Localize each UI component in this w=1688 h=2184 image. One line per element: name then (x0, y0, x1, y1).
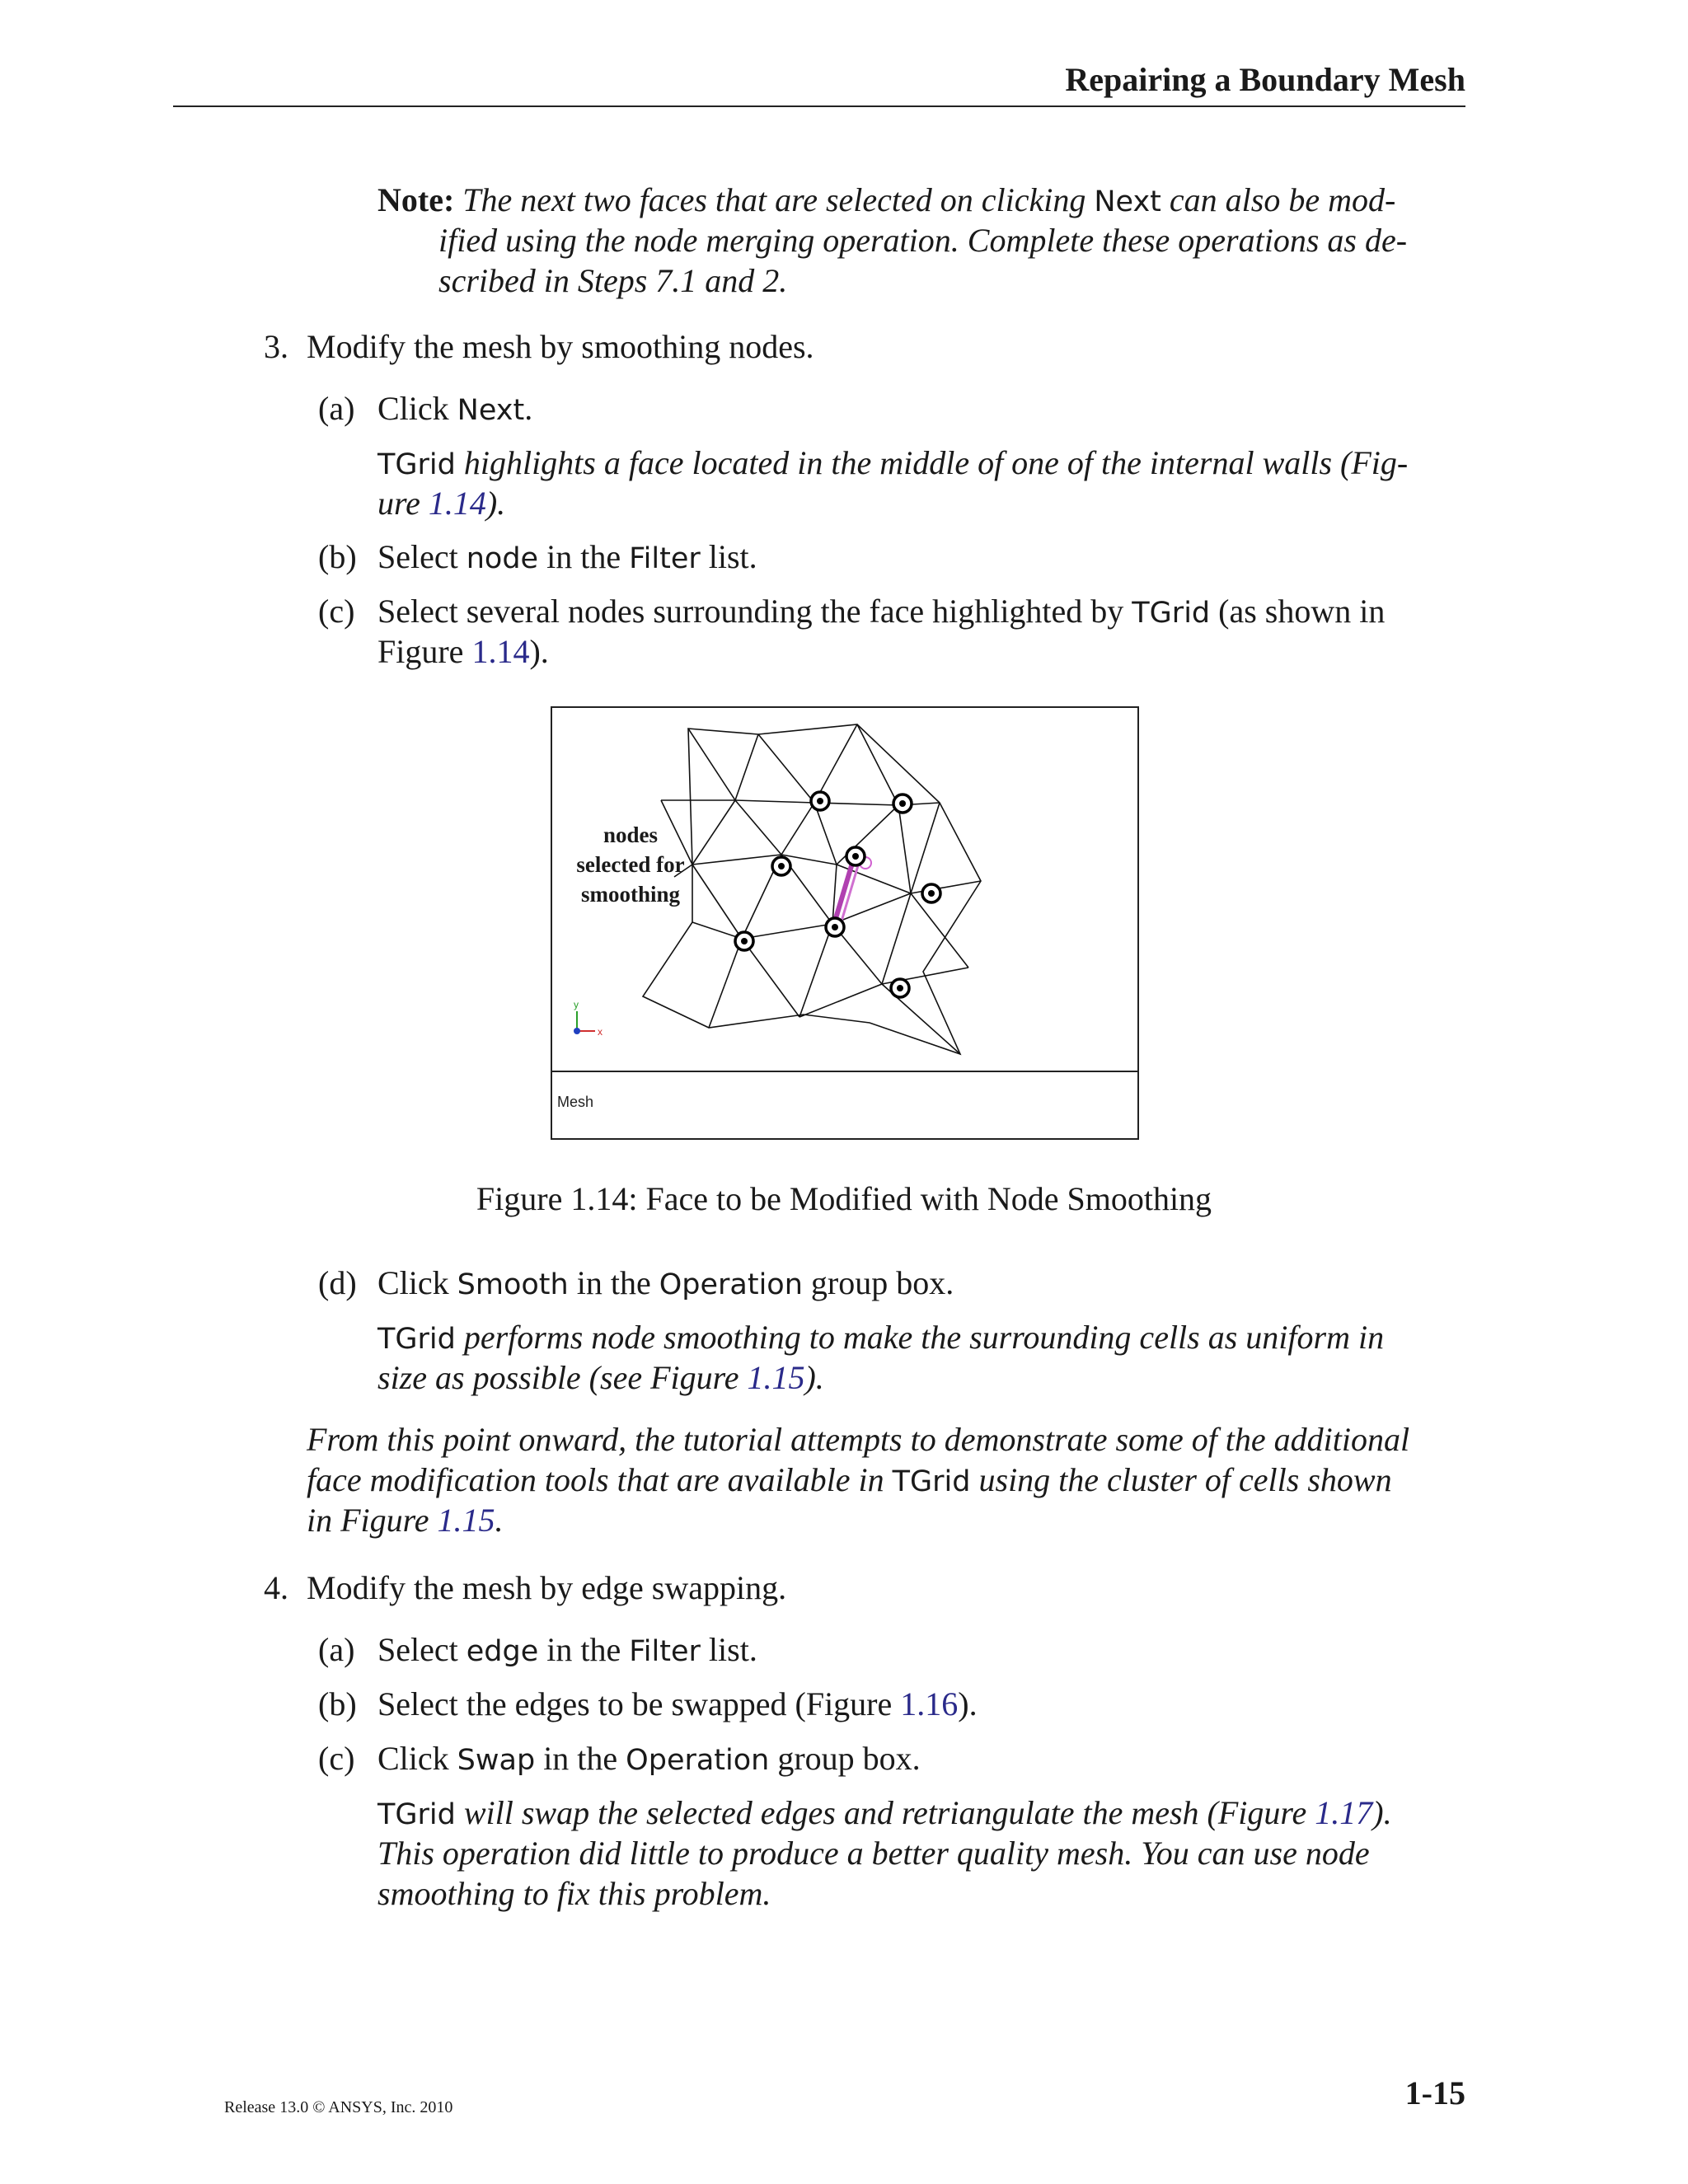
step-3a-desc-1: TGrid highlights a face located in the middle of one of the internal walls (Fig- (377, 444, 1409, 481)
step-4a-text: Select edge in the Filter list. (377, 1631, 757, 1668)
step-3-title: Modify the mesh by smoothing nodes. (307, 328, 814, 365)
step-4b-text: Select the edges to be swapped (Figure 1.16). (377, 1685, 978, 1722)
figure-ref-link[interactable]: 1.17 (1315, 1794, 1373, 1831)
note-line-3: scribed in Steps 7.1 and 2. (438, 262, 788, 299)
step-3a-text: Click Next. (377, 390, 533, 427)
page-number: 1-15 (1404, 2074, 1465, 2111)
running-header: Repairing a Boundary Mesh (1065, 61, 1465, 98)
step-3c-label: (c) (318, 593, 355, 630)
step-4c-desc-2: This operation did little to produce a better quality mesh. You can use node (377, 1835, 1370, 1872)
step-3a-label: (a) (318, 390, 355, 427)
footer-release: Release 13.0 © ANSYS, Inc. 2010 (224, 2098, 453, 2116)
step-3d-text: Click Smooth in the Operation group box. (377, 1264, 954, 1301)
axis-x-label: x (598, 1026, 603, 1038)
figure-ref-link[interactable]: 1.15 (437, 1502, 495, 1539)
step-4c-text: Click Swap in the Operation group box. (377, 1740, 921, 1777)
figure-1-14 (551, 706, 1139, 1140)
axis-triad-icon (574, 999, 603, 1038)
step-4c-label: (c) (318, 1740, 355, 1777)
note-label: Note: (377, 181, 455, 218)
step-3d-desc-1: TGrid performs node smoothing to make the surrounding cells as uniform in (377, 1319, 1385, 1356)
step-4-number: 4. (264, 1569, 288, 1606)
step-3d-desc-2: size as possible (see Figure 1.15). (377, 1359, 824, 1396)
axis-y-label: y (574, 999, 579, 1010)
note-line-1: Note: The next two faces that are selected on clicking Next can also be mod- (377, 181, 1396, 218)
figure-ref-link[interactable]: 1.14 (471, 633, 530, 670)
figure-ref-link[interactable]: 1.15 (747, 1359, 805, 1396)
note-line-2: ified using the node merging operation. Complete these operations as de- (438, 222, 1408, 259)
header-rule (173, 105, 1465, 107)
onward-line-1: From this point onward, the tutorial attempts to demonstrate some of the additional (307, 1421, 1410, 1458)
onward-line-3: in Figure 1.15. (307, 1502, 504, 1539)
figure-caption: Figure 1.14: Face to be Modified with Node Smoothing (476, 1180, 1212, 1217)
status-divider (552, 1071, 1137, 1072)
figure-ref-link[interactable]: 1.16 (900, 1685, 959, 1722)
step-3-number: 3. (264, 328, 288, 365)
mesh-annotation: nodes selected for smoothing (576, 823, 685, 907)
step-4c-desc-1: TGrid will swap the selected edges and retriangulate the mesh (Figure 1.17). (377, 1794, 1392, 1831)
figure-ref-link[interactable]: 1.14 (428, 485, 486, 522)
step-3c-text-1: Select several nodes surrounding the face highlighted by TGrid (as shown in (377, 593, 1386, 630)
status-bar-label: Mesh (557, 1094, 594, 1110)
step-3d-label: (d) (318, 1264, 357, 1301)
step-4c-desc-3: smoothing to fix this problem. (377, 1875, 771, 1912)
step-3c-text-2: Figure 1.14). (377, 633, 549, 670)
selected-nodes (735, 792, 940, 997)
step-4-title: Modify the mesh by edge swapping. (307, 1569, 787, 1606)
highlighted-face (834, 857, 871, 924)
onward-line-2: face modification tools that are available in TGrid using the cluster of cells shown (307, 1461, 1392, 1498)
step-4a-label: (a) (318, 1631, 355, 1668)
step-3b-text: Select node in the Filter list. (377, 538, 757, 575)
step-3b-label: (b) (318, 538, 357, 575)
step-3a-desc-2: ure 1.14). (377, 485, 506, 522)
step-4b-label: (b) (318, 1685, 357, 1722)
